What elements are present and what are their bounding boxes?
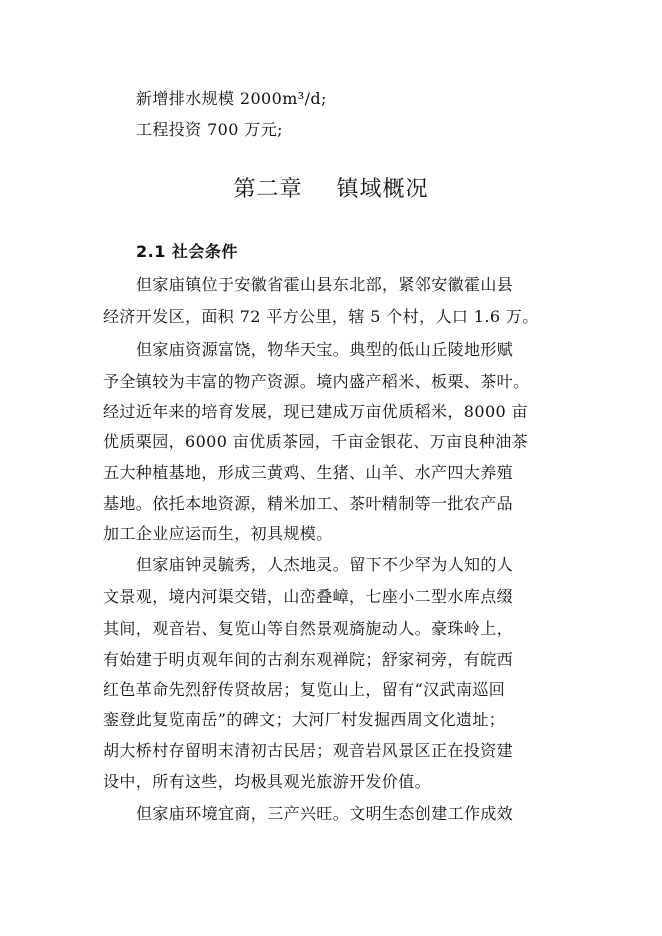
paragraph-line: 其间，观音岩、复览山等自然景观旖旎动人。豪珠岭上，	[103, 619, 514, 638]
chapter-number: 第二章	[233, 177, 303, 202]
paragraph-line: 五大种植基地，形成三黄鸡、生猪、山羊、水产四大养殖	[103, 463, 514, 482]
chapter-heading	[0, 170, 662, 210]
chapter-title: 镇域概况	[336, 177, 429, 202]
paragraph-line: 文景观，境内河渠交错，山峦叠嶂，七座小二型水库点缀	[103, 587, 514, 606]
paragraph-line: 经过近年来的培育发展，现已建成万亩优质稻米，8000 亩	[103, 402, 529, 421]
paragraph-line: 但家庙资源富饶，物华天宝。典型的低山丘陵地形赋	[136, 340, 514, 359]
paragraph-line: 但家庙镇位于安徽省霍山县东北部，紧邻安徽霍山县	[136, 275, 514, 294]
paragraph-line: 经济开发区，面积 72 平方公里，辖 5 个村，人口 1.6 万。	[103, 307, 539, 326]
paragraph-line: 设中，所有这些，均极具观光旅游开发价值。	[103, 772, 432, 791]
paragraph-line: 加工企业应运而生，初具规模。	[103, 524, 333, 543]
section-heading: 2.1 社会条件	[136, 242, 238, 261]
text-line: 工程投资 700 万元;	[136, 120, 283, 139]
paragraph-line: 但家庙环境宜商，三产兴旺。文明生态创建工作成效	[136, 804, 514, 823]
paragraph-line: 红色革命先烈舒传贤故居；复览山上，留有“汉武南巡回	[103, 680, 506, 699]
paragraph-line: 基地。依托本地资源，精米加工、茶叶精制等一批农产品	[103, 494, 514, 513]
paragraph-line: 优质栗园，6000 亩优质茶园，千亩金银花、万亩良种油茶	[103, 432, 529, 451]
paragraph-line: 胡大桥村存留明末清初古民居；观音岩风景区正在投资建	[103, 741, 514, 760]
paragraph-line: 有始建于明贞观年间的古刹东观禅院；舒家祠旁，有皖西	[103, 650, 514, 669]
text-line: 新增排水规模 2000m³/d;	[136, 89, 327, 108]
paragraph-line: 予全镇较为丰富的物产资源。境内盛产稻米、板栗、茶叶。	[103, 372, 530, 391]
paragraph-line: 銮登此复览南岳”的碑文；大河厂村发掘西周文化遗址；	[103, 710, 506, 729]
paragraph-line: 但家庙钟灵毓秀，人杰地灵。留下不少罕为人知的人	[136, 555, 514, 574]
